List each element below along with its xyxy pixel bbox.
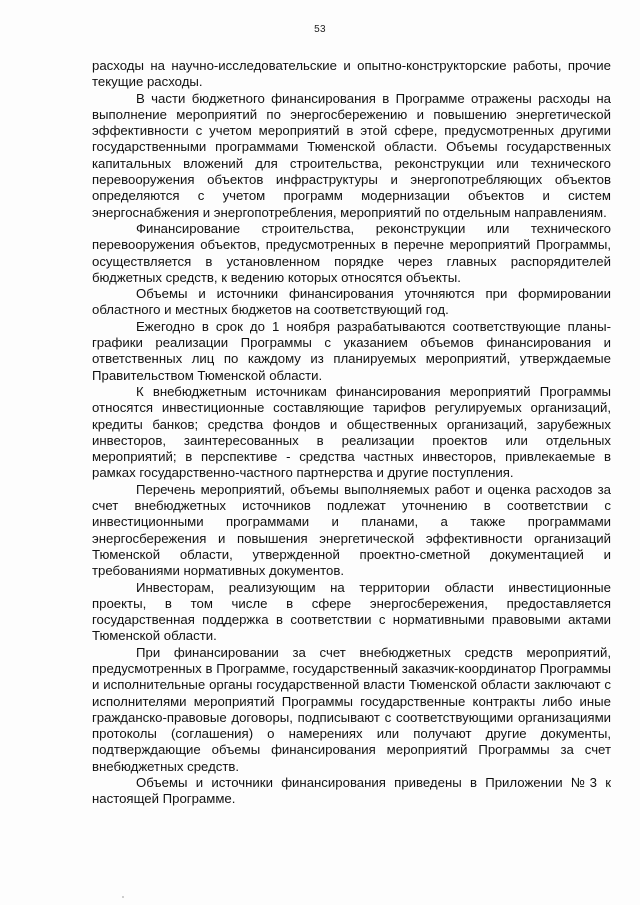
page-number: 53 [314, 24, 326, 35]
paragraph: расходы на научно-исследовательские и опытно-конструкторские работы, прочие текущие расходы. [92, 58, 611, 90]
paragraph: В части бюджетного финансирования в Программе отражены расходы на выполнение мероприятий по энергосбережению и повышению энергетической эффективности с учетом мероприятий в этой сфере, предусмотренных другими государственными программами Тюменской области. Объемы государственных капитальных вложений для строительства, реконструкции или технического перевооружения объектов инфраструктуры и энергопотребляющих объектов определяются с учетом программ модернизации объектов и систем энергоснабжения и энергопотребления, мероприятий по отдельным направлениям. [92, 90, 611, 220]
paragraph: Ежегодно в срок до 1 ноября разрабатываются соответствующие планы-графики реализации Программы с указанием объемов финансирования и ответственных лиц по каждому из планируемых мероприятий, утверждаемые Правительством Тюменской области. [92, 318, 611, 383]
paragraph: Финансирование строительства, реконструкции или технического перевооружения объектов, предусмотренных в перечне мероприятий Программы, осуществляется в установленном порядке через главных распорядителей бюджетных средств, к ведению которых относятся объекты. [92, 220, 611, 285]
paragraph: Объемы и источники финансирования приведены в Приложении №3 к настоящей Программе. [92, 775, 611, 807]
paragraph: Перечень мероприятий, объемы выполняемых работ и оценка расходов за счет внебюджетных источников подлежат уточнению в соответствии с инвестиционными программами и планами, а также программами энергосбережения и повышения энергетической эффективности организаций Тюменской области, утвержденной проектно-сметной документацией и требованиями нормативных документов. [92, 481, 611, 579]
scan-dot [122, 896, 124, 898]
document-body [92, 58, 611, 808]
paragraph: При финансировании за счет внебюджетных средств мероприятий, предусмотренных в Программе, государственный заказчик-координатор Программы и исполнительные органы государственной власти Тюменской области заключают с исполнителями мероприятий Программы государственные контракты либо иные гражданско-правовые договоры, подписывают с соответствующими организациями протоколы (соглашения) о намерениях или получают другие документы, подтверждающие объемы финансирования мероприятий Программы за счет внебюджетных средств. [92, 644, 611, 774]
paragraph: Объемы и источники финансирования уточняются при формировании областного и местных бюджетов на соответствующий год. [92, 286, 611, 318]
paragraph: Инвесторам, реализующим на территории области инвестиционные проекты, в том числе в сфере энергосбережения, предоставляется государственная поддержка в соответствии с нормативными правовыми актами Тюменской области. [92, 579, 611, 644]
paragraph: К внебюджетным источникам финансирования мероприятий Программы относятся инвестиционные составляющие тарифов регулируемых организаций, кредиты банков; средства фондов и общественных организаций, зарубежных инвесторов, заинтересованных в реализации проектов или отдельных мероприятий; в перспективе - средства частных инвесторов, привлекаемые в рамках государственно-частного партнерства и другие поступления. [92, 383, 611, 481]
